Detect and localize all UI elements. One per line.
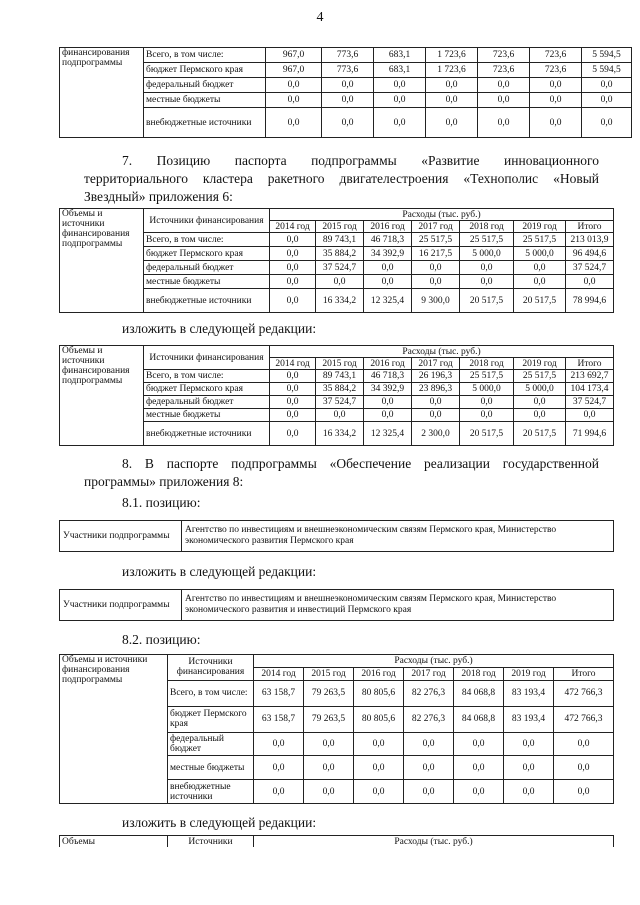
value-cell: 80 805,6: [354, 706, 404, 732]
value-cell: 0,0: [454, 756, 504, 780]
value-cell: 0,0: [270, 396, 316, 409]
value-cell: 0,0: [364, 409, 412, 422]
value-cell: 37 524,7: [316, 261, 364, 275]
sources-header: Источники финансирования: [144, 346, 270, 370]
value-cell: 0,0: [270, 383, 316, 396]
value-cell: 16 334,2: [316, 422, 364, 446]
value-cell: 0,0: [316, 409, 364, 422]
value-cell: 0,0: [254, 732, 304, 756]
value-cell: 0,0: [354, 756, 404, 780]
year-header: 2017 год: [412, 221, 460, 233]
participants-label: Участники подпрограммы: [60, 590, 182, 621]
source-label: Всего, в том числе:: [144, 233, 270, 247]
table-row: [60, 233, 614, 247]
value-cell: 26 196,3: [412, 370, 460, 383]
value-cell: 0,0: [374, 93, 426, 108]
value-cell: 25 517,5: [412, 233, 460, 247]
value-cell: 0,0: [304, 780, 354, 804]
value-cell: 683,1: [374, 63, 426, 78]
value-cell: 0,0: [304, 732, 354, 756]
value-cell: 84 068,8: [454, 706, 504, 732]
value-cell: 0,0: [270, 233, 316, 247]
value-cell: 5 594,5: [582, 48, 632, 63]
value-cell: 0,0: [412, 409, 460, 422]
value-cell: 0,0: [270, 370, 316, 383]
value-cell: 472 766,3: [554, 706, 614, 732]
value-cell: 16 334,2: [316, 289, 364, 313]
year-header: 2015 год: [316, 358, 364, 370]
year-header: 2017 год: [404, 667, 454, 680]
value-cell: 0,0: [514, 275, 566, 289]
table-row: [60, 289, 614, 313]
expenses-header: Расходы (тыс. руб.): [270, 209, 614, 221]
expenses-header: Расходы (тыс. руб.): [270, 346, 614, 358]
redaction-text-2: изложить в следующей редакции:: [122, 564, 317, 579]
value-cell: 0,0: [322, 78, 374, 93]
value-cell: 0,0: [582, 78, 632, 93]
source-label: федеральный бюджет: [168, 732, 254, 756]
header-row: [60, 655, 614, 668]
value-cell: 0,0: [566, 409, 614, 422]
value-cell: 0,0: [374, 108, 426, 138]
value-cell: 0,0: [354, 780, 404, 804]
funding-table-new-item7: [59, 345, 614, 446]
volumes-label: Объемы и источники финансирования подпрограммы: [60, 209, 144, 313]
year-header: Итого: [554, 667, 614, 680]
value-cell: 1 723,6: [426, 63, 478, 78]
value-cell: 0,0: [582, 93, 632, 108]
year-header: 2019 год: [514, 358, 566, 370]
year-header: 2018 год: [460, 358, 514, 370]
value-cell: 0,0: [266, 108, 322, 138]
source-label: Всего, в том числе:: [168, 680, 254, 706]
source-label: бюджет Пермского края: [144, 383, 270, 396]
value-cell: 35 884,2: [316, 383, 364, 396]
value-cell: 0,0: [530, 93, 582, 108]
value-cell: 0,0: [478, 93, 530, 108]
value-cell: 5 000,0: [460, 383, 514, 396]
value-cell: 20 517,5: [460, 289, 514, 313]
participants-table-original: [59, 520, 614, 552]
year-header: 2017 год: [412, 358, 460, 370]
table-row: [60, 409, 614, 422]
value-cell: 0,0: [322, 93, 374, 108]
sources-header: Источники финансирования: [168, 655, 254, 681]
value-cell: 683,1: [374, 48, 426, 63]
volumes-label: финансирования подпрограммы: [60, 48, 144, 138]
year-header: 2015 год: [316, 221, 364, 233]
source-label: внебюджетные источники: [144, 289, 270, 313]
table-row: [60, 93, 632, 108]
value-cell: 0,0: [514, 261, 566, 275]
table-row: [60, 247, 614, 261]
value-cell: 34 392,9: [364, 383, 412, 396]
expenses-header: Расходы (тыс. руб.): [254, 836, 614, 848]
value-cell: 0,0: [270, 275, 316, 289]
value-cell: 0,0: [270, 422, 316, 446]
value-cell: 82 276,3: [404, 706, 454, 732]
value-cell: 0,0: [364, 261, 412, 275]
value-cell: 0,0: [554, 756, 614, 780]
value-cell: 0,0: [270, 289, 316, 313]
value-cell: 0,0: [364, 396, 412, 409]
paragraph-8-1: 8.1. позицию:: [122, 495, 201, 510]
source-label: местные бюджеты: [168, 756, 254, 780]
value-cell: 1 723,6: [426, 48, 478, 63]
value-cell: 12 325,4: [364, 289, 412, 313]
value-cell: 104 173,4: [566, 383, 614, 396]
value-cell: 0,0: [504, 780, 554, 804]
value-cell: 37 524,7: [566, 396, 614, 409]
value-cell: 0,0: [504, 732, 554, 756]
value-cell: 0,0: [270, 261, 316, 275]
year-header: 2018 год: [460, 221, 514, 233]
value-cell: 0,0: [266, 93, 322, 108]
value-cell: 0,0: [460, 396, 514, 409]
funding-table-original-item8: [59, 654, 614, 804]
participants-text: Агентство по инвестициям и внешнеэкономическим связям Пермского края, Министерство экономического развития Пермского края: [182, 521, 614, 552]
source-label: местные бюджеты: [144, 409, 270, 422]
year-header: 2016 год: [364, 221, 412, 233]
value-cell: 0,0: [412, 261, 460, 275]
value-cell: 35 884,2: [316, 247, 364, 261]
value-cell: 0,0: [426, 108, 478, 138]
value-cell: 23 896,3: [412, 383, 460, 396]
value-cell: 213 013,9: [566, 233, 614, 247]
value-cell: 967,0: [266, 48, 322, 63]
value-cell: 9 300,0: [412, 289, 460, 313]
source-label: федеральный бюджет: [144, 261, 270, 275]
value-cell: 0,0: [404, 756, 454, 780]
table-row: [60, 78, 632, 93]
funding-table-new-item8-start: [59, 835, 614, 847]
value-cell: 0,0: [364, 275, 412, 289]
value-cell: 78 994,6: [566, 289, 614, 313]
value-cell: 37 524,7: [316, 396, 364, 409]
value-cell: 723,6: [478, 63, 530, 78]
value-cell: 723,6: [530, 63, 582, 78]
value-cell: 0,0: [412, 275, 460, 289]
year-header: 2014 год: [270, 358, 316, 370]
year-header: 2018 год: [454, 667, 504, 680]
year-header: 2016 год: [364, 358, 412, 370]
redaction-text-3: изложить в следующей редакции:: [122, 815, 317, 830]
value-cell: 63 158,7: [254, 706, 304, 732]
funding-table-continued: [59, 47, 632, 138]
value-cell: 0,0: [478, 78, 530, 93]
value-cell: 0,0: [514, 409, 566, 422]
sources-header: Источники финансирования: [144, 209, 270, 233]
value-cell: 0,0: [554, 732, 614, 756]
value-cell: 20 517,5: [514, 422, 566, 446]
value-cell: 0,0: [566, 275, 614, 289]
value-cell: 25 517,5: [460, 233, 514, 247]
value-cell: 84 068,8: [454, 680, 504, 706]
year-header: 2014 год: [254, 667, 304, 680]
table-row: [60, 383, 614, 396]
redaction-text-1: изложить в следующей редакции:: [122, 321, 317, 336]
value-cell: 80 805,6: [354, 680, 404, 706]
participants-text: Агентство по инвестициям и внешнеэкономическим связям Пермского края, Министерство экономического развития и инвестиций Пермского края: [182, 590, 614, 621]
source-label: внебюджетные источники: [144, 108, 266, 138]
source-label: бюджет Пермского края: [144, 247, 270, 261]
value-cell: 0,0: [412, 396, 460, 409]
year-header: 2016 год: [354, 667, 404, 680]
value-cell: 773,6: [322, 63, 374, 78]
value-cell: 46 718,3: [364, 233, 412, 247]
value-cell: 25 517,5: [514, 370, 566, 383]
source-label: внебюджетные источники: [144, 422, 270, 446]
value-cell: 0,0: [582, 108, 632, 138]
paragraph-7: 7. Позицию паспорта подпрограммы «Развитие инновационного территориального кластера ракетного двигателестроения «Технополис «Новый Звездный» приложения 6:: [84, 153, 599, 204]
value-cell: 0,0: [460, 409, 514, 422]
volumes-label: Объемы и источники финансирования подпрограммы: [60, 655, 168, 804]
value-cell: 34 392,9: [364, 247, 412, 261]
value-cell: 0,0: [322, 108, 374, 138]
value-cell: 79 263,5: [304, 680, 354, 706]
value-cell: 0,0: [270, 247, 316, 261]
expenses-header: Расходы (тыс. руб.): [254, 655, 614, 668]
value-cell: 0,0: [426, 78, 478, 93]
source-label: местные бюджеты: [144, 93, 266, 108]
table-row: [60, 275, 614, 289]
year-header: 2014 год: [270, 221, 316, 233]
value-cell: 0,0: [426, 93, 478, 108]
year-header: 2019 год: [504, 667, 554, 680]
value-cell: 0,0: [514, 396, 566, 409]
value-cell: 79 263,5: [304, 706, 354, 732]
value-cell: 89 743,1: [316, 370, 364, 383]
value-cell: 0,0: [454, 732, 504, 756]
source-label: федеральный бюджет: [144, 396, 270, 409]
value-cell: 0,0: [554, 780, 614, 804]
table-row: [60, 63, 632, 78]
value-cell: 2 300,0: [412, 422, 460, 446]
value-cell: 773,6: [322, 48, 374, 63]
year-header: Итого: [566, 221, 614, 233]
source-label: внебюджетные источники: [168, 780, 254, 804]
paragraph-8: 8. В паспорте подпрограммы «Обеспечение реализации государственной программы» приложения 8:: [84, 456, 599, 489]
volumes-label: Объемы: [60, 836, 168, 848]
source-label: федеральный бюджет: [144, 78, 266, 93]
value-cell: 25 517,5: [460, 370, 514, 383]
table-row: [60, 108, 632, 138]
table-row: [60, 261, 614, 275]
table-row: [60, 422, 614, 446]
table-row: [60, 370, 614, 383]
value-cell: 25 517,5: [514, 233, 566, 247]
value-cell: 723,6: [530, 48, 582, 63]
value-cell: 5 000,0: [460, 247, 514, 261]
value-cell: 83 193,4: [504, 706, 554, 732]
value-cell: 20 517,5: [460, 422, 514, 446]
value-cell: 0,0: [354, 732, 404, 756]
value-cell: 63 158,7: [254, 680, 304, 706]
value-cell: 0,0: [404, 780, 454, 804]
year-header: 2015 год: [304, 667, 354, 680]
value-cell: 5 000,0: [514, 383, 566, 396]
funding-table-original-item7: [59, 208, 614, 313]
source-label: Всего, в том числе:: [144, 370, 270, 383]
value-cell: 723,6: [478, 48, 530, 63]
participants-label: Участники подпрограммы: [60, 521, 182, 552]
value-cell: 96 494,6: [566, 247, 614, 261]
source-label: бюджет Пермского края: [168, 706, 254, 732]
value-cell: 5 594,5: [582, 63, 632, 78]
value-cell: 0,0: [404, 732, 454, 756]
source-label: бюджет Пермского края: [144, 63, 266, 78]
value-cell: 83 193,4: [504, 680, 554, 706]
value-cell: 213 692,7: [566, 370, 614, 383]
value-cell: 0,0: [374, 78, 426, 93]
value-cell: 472 766,3: [554, 680, 614, 706]
value-cell: 0,0: [504, 756, 554, 780]
volumes-label: Объемы и источники финансирования подпрограммы: [60, 346, 144, 446]
value-cell: 37 524,7: [566, 261, 614, 275]
header-row: [60, 209, 614, 221]
value-cell: 0,0: [530, 108, 582, 138]
value-cell: 0,0: [454, 780, 504, 804]
table-row: [60, 396, 614, 409]
value-cell: 0,0: [478, 108, 530, 138]
value-cell: 0,0: [254, 756, 304, 780]
value-cell: 20 517,5: [514, 289, 566, 313]
value-cell: 82 276,3: [404, 680, 454, 706]
value-cell: 89 743,1: [316, 233, 364, 247]
value-cell: 0,0: [316, 275, 364, 289]
value-cell: 16 217,5: [412, 247, 460, 261]
value-cell: 71 994,6: [566, 422, 614, 446]
page-number: 4: [316, 10, 324, 25]
value-cell: 0,0: [530, 78, 582, 93]
participants-table-new: [59, 589, 614, 621]
value-cell: 46 718,3: [364, 370, 412, 383]
value-cell: 0,0: [254, 780, 304, 804]
value-cell: 967,0: [266, 63, 322, 78]
value-cell: 5 000,0: [514, 247, 566, 261]
year-header: Итого: [566, 358, 614, 370]
year-header: 2019 год: [514, 221, 566, 233]
value-cell: 12 325,4: [364, 422, 412, 446]
sources-header: Источники: [168, 836, 254, 848]
header-row: [60, 346, 614, 358]
source-label: местные бюджеты: [144, 275, 270, 289]
paragraph-8-2: 8.2. позицию:: [122, 632, 201, 647]
table-row: [60, 48, 632, 63]
value-cell: 0,0: [460, 261, 514, 275]
value-cell: 0,0: [460, 275, 514, 289]
source-label: Всего, в том числе:: [144, 48, 266, 63]
value-cell: 0,0: [270, 409, 316, 422]
value-cell: 0,0: [266, 78, 322, 93]
value-cell: 0,0: [304, 756, 354, 780]
